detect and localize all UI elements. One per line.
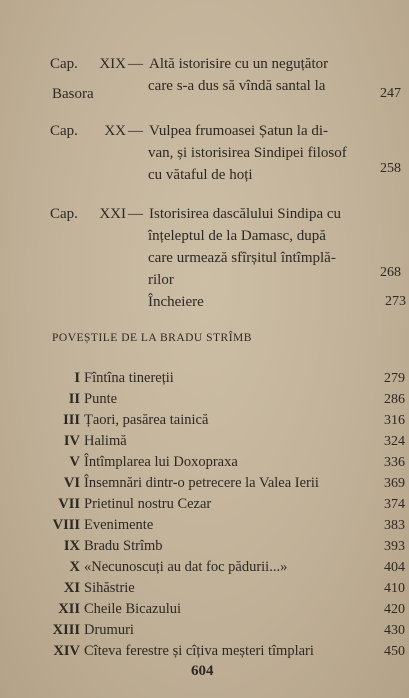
toc-title: Țaori, pasărea tainică [84, 412, 209, 428]
toc-roman: II [68, 391, 80, 407]
toc-page: 393 [384, 539, 405, 554]
page-number: 247 [380, 86, 401, 101]
toc-title: Întîmplarea lui Doxopraxa [84, 454, 238, 470]
chapter-title-line: — Altă istorisire cu un neguțător [128, 56, 329, 72]
chapter-title-line: — Vulpea frumoasei Șatun la di- [128, 123, 329, 139]
toc-item [0, 641, 409, 662]
toc-roman: I [74, 370, 80, 386]
toc-item [0, 494, 409, 515]
chapter-title-line: înțeleptul de la Damasc, după [148, 228, 326, 244]
toc-list [0, 368, 409, 662]
toc-roman: III [63, 412, 80, 428]
toc-title: Halimă [84, 433, 127, 449]
chapter-title [128, 53, 380, 97]
page-number: 258 [380, 161, 401, 176]
toc-title: Sihăstrie [84, 580, 135, 596]
toc-roman: XII [58, 601, 80, 617]
closing-page-number: 273 [385, 294, 406, 309]
toc-roman: VII [58, 496, 80, 512]
toc-title: Fîntîna tinereții [84, 370, 174, 386]
toc-page: 450 [384, 644, 405, 659]
toc-page: 430 [384, 623, 405, 638]
folio-page-number: 604 [191, 663, 214, 679]
toc-title: Evenimente [84, 517, 154, 533]
toc-page: 279 [384, 371, 405, 386]
toc-roman: V [69, 454, 80, 470]
toc-page: 286 [384, 392, 405, 407]
chapter-title-line: Basora [52, 86, 94, 102]
toc-item [0, 515, 409, 536]
chapter-title-line: cu vătaful de hoți [148, 167, 253, 183]
chapter-number: XIX [99, 56, 126, 72]
chapter-title [128, 203, 380, 291]
toc-item [0, 389, 409, 410]
toc-title: Bradu Strîmb [84, 538, 163, 554]
toc-page: 369 [384, 476, 405, 491]
toc-item [0, 410, 409, 431]
chapter-number: XXI [99, 206, 126, 222]
toc-title: Prietinul nostru Cezar [84, 496, 212, 512]
chapter-label: Cap. [50, 123, 78, 139]
toc-roman: IX [63, 538, 80, 554]
toc-roman: VIII [52, 517, 80, 533]
toc-title: Cîteva ferestre și cîțiva meșteri tîmplari [84, 643, 314, 659]
toc-item [0, 536, 409, 557]
toc-title: Însemnări dintr-o petrecere la Valea Ierii [84, 475, 319, 491]
chapter-title-line: — Istorisirea dascălului Sindipa cu [128, 206, 342, 222]
toc-roman: VI [63, 475, 80, 491]
closing-title: Încheiere [148, 294, 204, 310]
toc-item [0, 578, 409, 599]
page-number: 268 [380, 265, 401, 280]
toc-roman: XIV [53, 643, 80, 659]
chapter-number: XX [104, 123, 126, 139]
toc-page: 383 [384, 518, 405, 533]
toc-page: 324 [384, 434, 405, 449]
chapter-label: Cap. [50, 56, 78, 72]
toc-page: 336 [384, 455, 405, 470]
toc-item [0, 431, 409, 452]
toc-title: «Necunoscuți au dat foc pădurii...» [84, 559, 288, 575]
toc-item [0, 368, 409, 389]
toc-item [0, 452, 409, 473]
chapter-title-line: care s-a dus să vîndă santal la [148, 78, 326, 94]
chapter-title-line: van, și istorisirea Sindipei filosof [148, 145, 347, 161]
toc-item [0, 473, 409, 494]
toc-page: 374 [384, 497, 405, 512]
toc-roman: X [69, 559, 80, 575]
toc-title: Cheile Bicazului [84, 601, 182, 617]
toc-item [0, 599, 409, 620]
chapter-label: Cap. [50, 206, 78, 222]
chapter-title-line: rilor [148, 272, 174, 288]
chapter-title-line: care urmează sfîrșitul întîmplă- [148, 250, 336, 266]
chapter-title [128, 120, 380, 186]
toc-page: 420 [384, 602, 405, 617]
toc-roman: XI [63, 580, 80, 596]
section-title: POVEȘTILE DE LA BRADU STRÎMB [52, 332, 252, 344]
toc-roman: XIII [52, 622, 80, 638]
toc-item [0, 620, 409, 641]
toc-title: Drumuri [84, 622, 134, 638]
toc-page: 410 [384, 581, 405, 596]
toc-title: Punte [84, 391, 118, 407]
toc-item [0, 557, 409, 578]
toc-page: 316 [384, 413, 405, 428]
toc-roman: IV [63, 433, 80, 449]
toc-page: 404 [384, 560, 405, 575]
